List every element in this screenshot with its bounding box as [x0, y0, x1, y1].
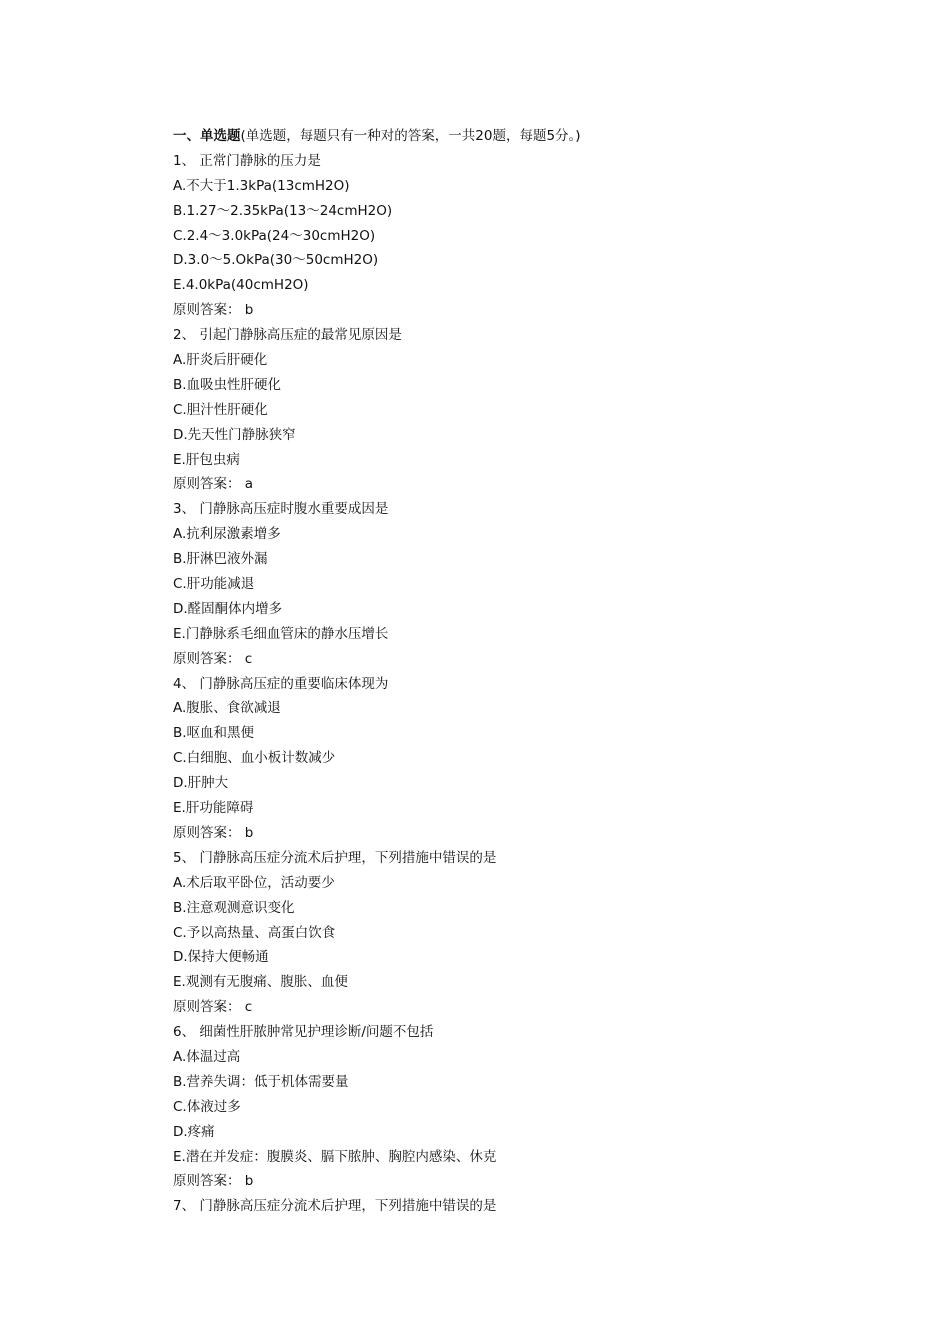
- option-d: D.肝肿大: [173, 775, 229, 792]
- option-d: D.先天性门静脉狭窄: [173, 426, 296, 443]
- section-title: 一、单选题: [173, 128, 241, 144]
- option-a: A.抗利尿激素增多: [173, 526, 281, 543]
- option-e: E.门静脉系毛细血管床的静水压增长: [173, 625, 389, 642]
- option-e: E.肝包虫病: [173, 451, 240, 468]
- question-stem: 4、 门静脉高压症的重要临床体现为: [173, 675, 389, 692]
- option-a: A.肝炎后肝硬化: [173, 352, 268, 369]
- question-6: [173, 1020, 893, 1194]
- option-d: D.保持大便畅通: [173, 949, 269, 966]
- option-b: B.血吸虫性肝硬化: [173, 376, 282, 393]
- option-b: B.营养失调：低于机体需要量: [173, 1073, 349, 1090]
- question-4: [173, 672, 893, 846]
- question-2: [173, 323, 893, 497]
- option-e: E.观测有无腹痛、腹胀、血便: [173, 974, 348, 991]
- document-body: [173, 124, 893, 1219]
- option-b: B.1.27～2.35kPa(13～24cmH2O): [173, 202, 393, 219]
- standard-answer: 原则答案： a: [173, 476, 254, 493]
- option-d: D.醛固酮体内增多: [173, 600, 283, 617]
- option-c: C.胆汁性肝硬化: [173, 401, 268, 418]
- question-stem: 3、 门静脉高压症时腹水重要成因是: [173, 501, 389, 518]
- option-b: B.肝淋巴液外漏: [173, 551, 268, 568]
- option-b: B.呕血和黑便: [173, 725, 255, 742]
- question-stem: 2、 引起门静脉高压症的最常见原因是: [173, 327, 402, 344]
- question-5: [173, 846, 893, 1020]
- option-e: E.4.0kPa(40cmH2O): [173, 277, 309, 294]
- option-c: C.予以高热量、高蛋白饮食: [173, 924, 336, 941]
- option-a: A.体温过高: [173, 1048, 241, 1065]
- question-7: [173, 1194, 893, 1219]
- standard-answer: 原则答案： b: [173, 824, 254, 841]
- option-d: D.疼痛: [173, 1123, 215, 1140]
- option-c: C.2.4～3.0kPa(24～30cmH2O): [173, 227, 376, 244]
- section-note: (单选题，每题只有一种对的答案，一共20题，每题5分。): [240, 128, 581, 144]
- question-stem: 6、 细菌性肝脓肿常见护理诊断/问题不包括: [173, 1024, 434, 1041]
- option-a: A.腹胀、食欲减退: [173, 700, 281, 717]
- option-c: C.肝功能减退: [173, 576, 255, 593]
- option-d: D.3.0～5.OkPa(30～50cmH2O): [173, 252, 379, 269]
- question-stem: 1、 正常门静脉的压力是: [173, 152, 321, 169]
- question-stem: 5、 门静脉高压症分流术后护理，下列措施中错误的是: [173, 849, 497, 866]
- option-a: A.术后取平卧位，活动要少: [173, 874, 335, 891]
- option-a: A.不大于1.3kPa(13cmH2O): [173, 177, 350, 194]
- question-3: [173, 497, 893, 671]
- question-1: [173, 149, 893, 323]
- option-e: E.潜在并发症：腹膜炎、膈下脓肿、胸腔内感染、休克: [173, 1148, 497, 1165]
- standard-answer: 原则答案： b: [173, 302, 254, 319]
- option-b: B.注意观测意识变化: [173, 899, 295, 916]
- section-heading: [173, 124, 893, 149]
- option-e: E.肝功能障碍: [173, 800, 254, 817]
- option-c: C.体液过多: [173, 1098, 241, 1115]
- standard-answer: 原则答案： c: [173, 999, 253, 1016]
- question-stem: 7、 门静脉高压症分流术后护理，下列措施中错误的是: [173, 1198, 497, 1215]
- standard-answer: 原则答案： b: [173, 1173, 254, 1190]
- standard-answer: 原则答案： c: [173, 650, 253, 667]
- option-c: C.白细胞、血小板计数减少: [173, 750, 336, 767]
